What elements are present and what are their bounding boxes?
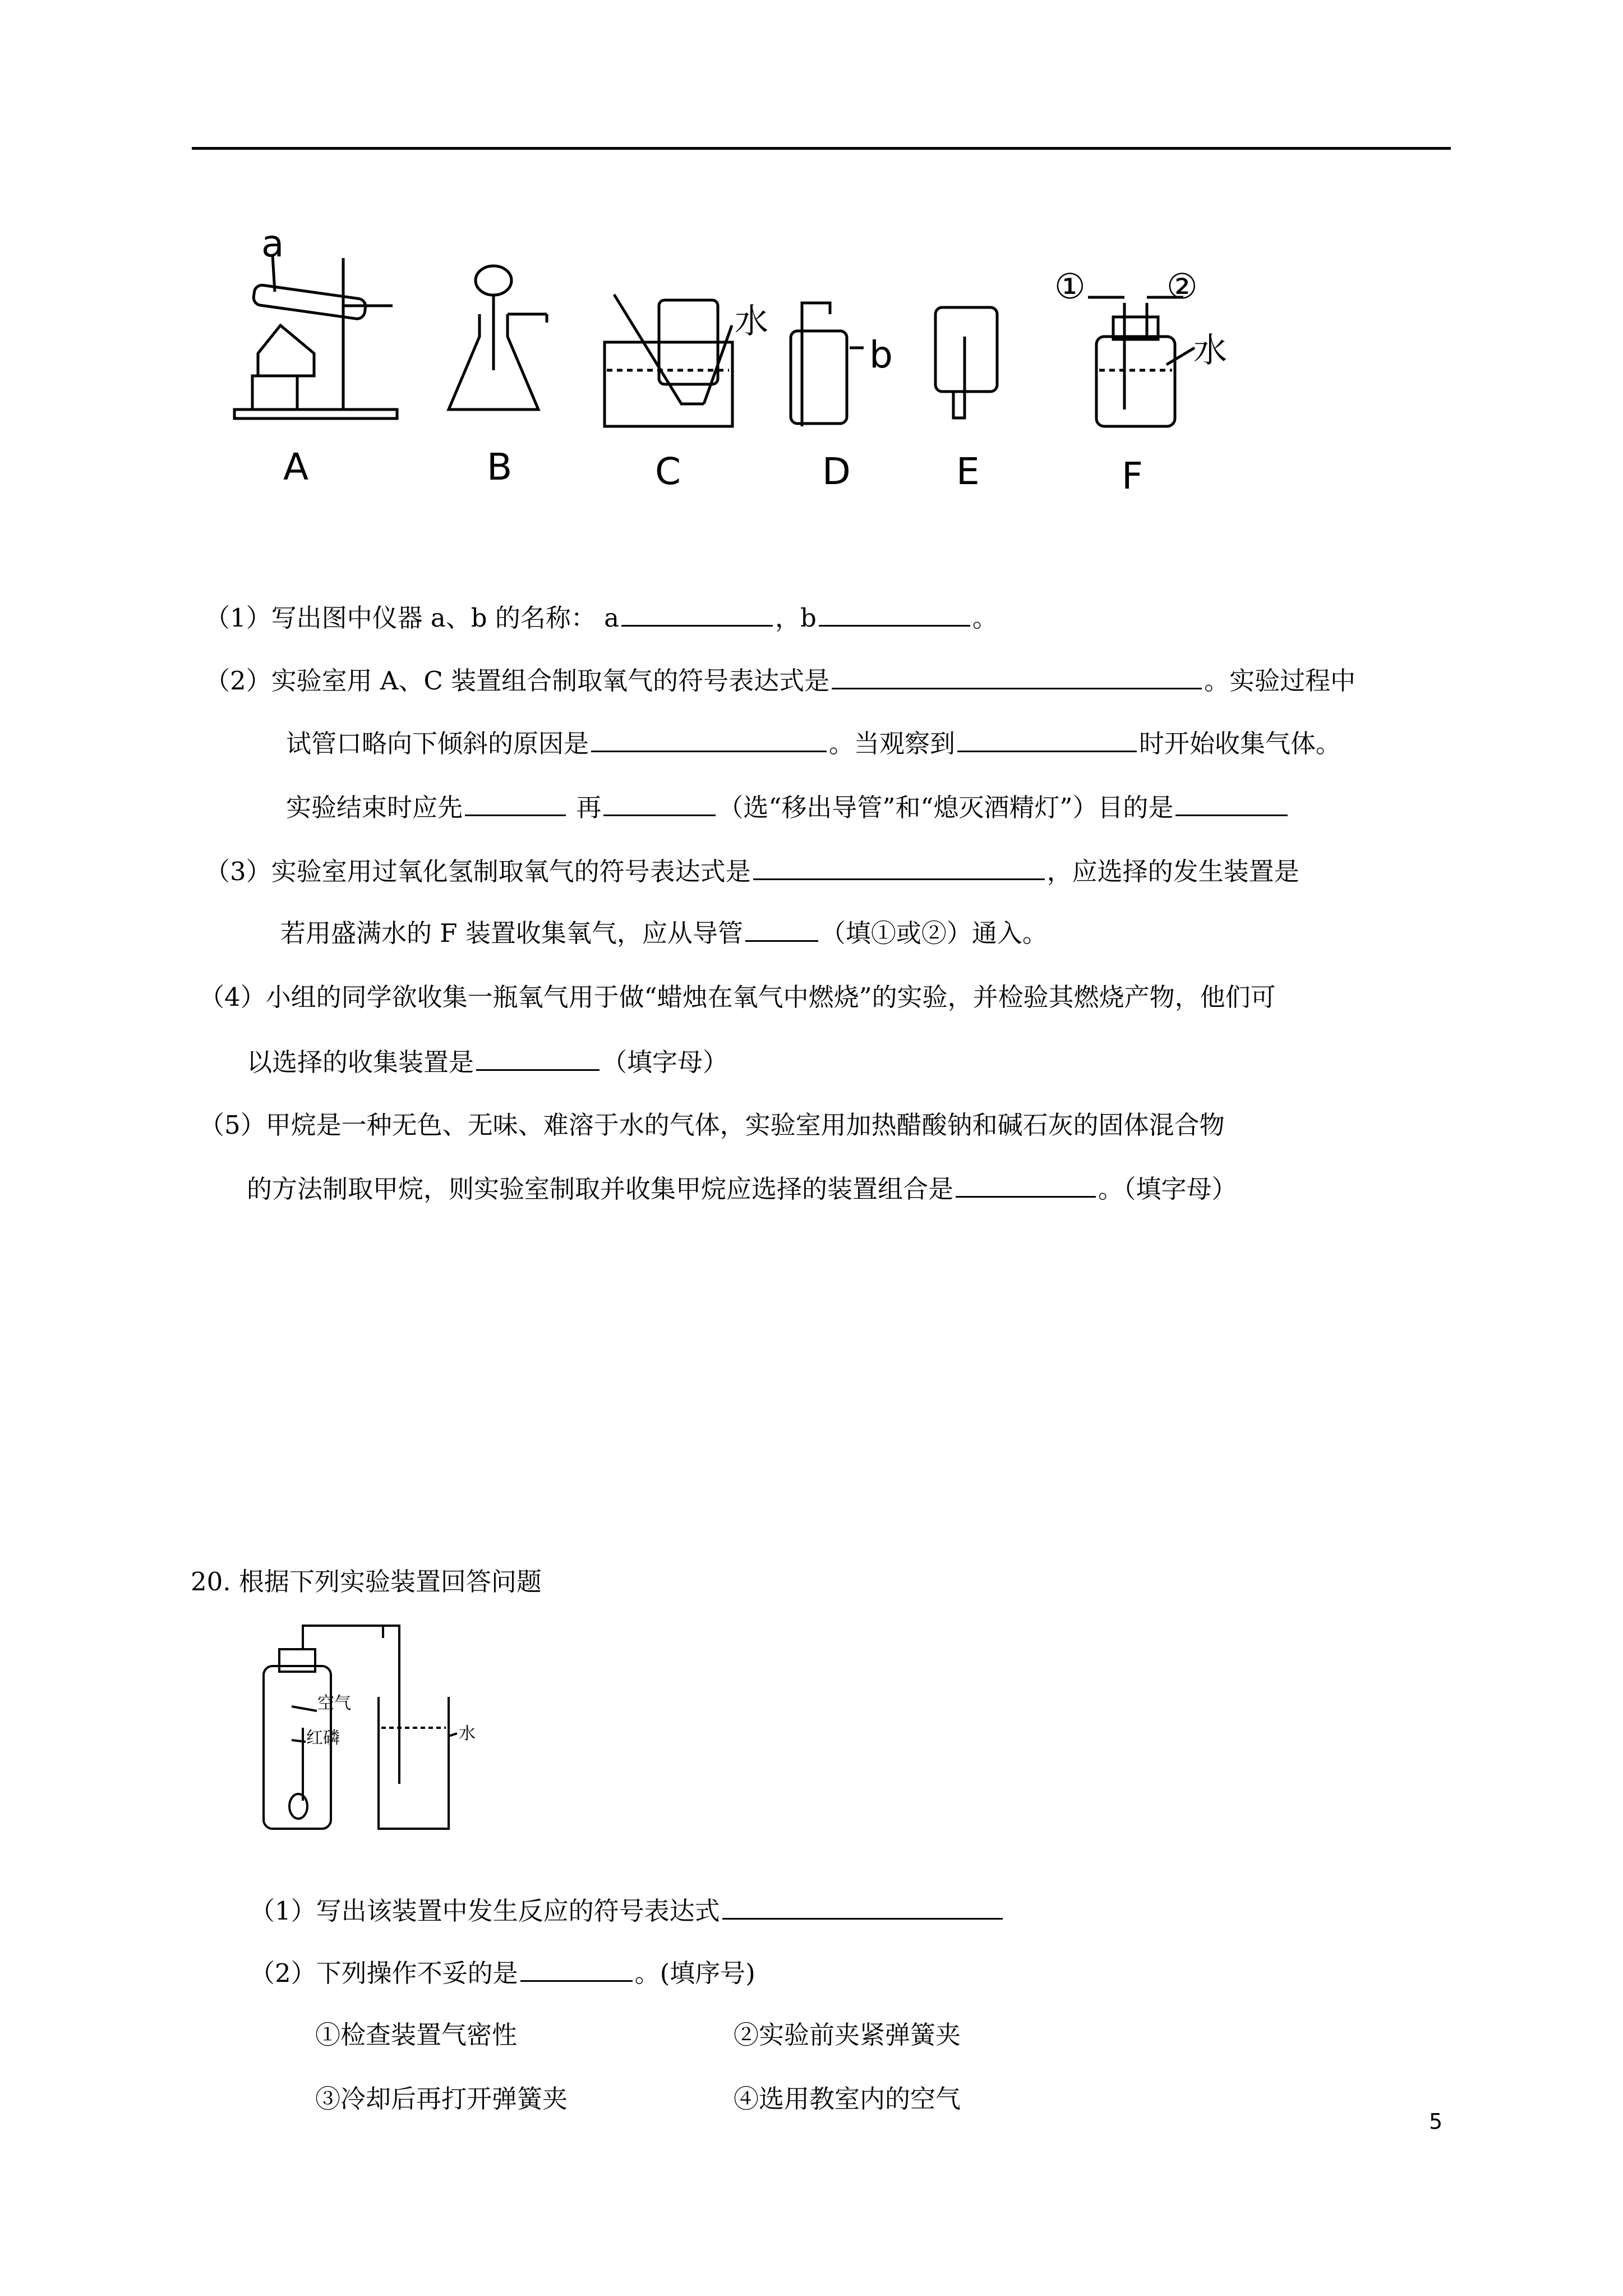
- q19-p3b-pre: 若用盛满水的 F 装置收集氧气，应从导管: [280, 918, 743, 948]
- q19-part1: [205, 600, 998, 635]
- label-air: 空气: [317, 1694, 351, 1713]
- callout-a: a: [261, 222, 284, 265]
- answer-blank-observe[interactable]: [957, 726, 1137, 752]
- q19-part5-line1: （5）甲烷是一种无色、无味、难溶于水的气体，实验室用加热醋酸钠和碱石灰的固体混合物: [199, 1110, 1225, 1140]
- answer-blank-then[interactable]: [603, 790, 716, 816]
- q20-title: 20. 根据下列实验装置回答问题: [191, 1567, 542, 1596]
- q19-part2-line1: [205, 663, 1355, 698]
- apparatus-b-drawing: [449, 266, 547, 409]
- q19-part5-line2: [247, 1171, 1237, 1206]
- q20-p2-pre: （2）下列操作不妥的是: [250, 1958, 518, 1988]
- q19-p2c-mid: 再: [568, 793, 602, 822]
- q20-p2-end: 。(填序号): [634, 1958, 755, 1988]
- q20-option-2: ②实验前夹紧弹簧夹: [734, 2020, 961, 2050]
- answer-blank-reason[interactable]: [591, 726, 827, 752]
- q19-p2b-pre: 试管口略向下倾斜的原因是: [286, 729, 589, 758]
- water-label-c: 水: [735, 302, 768, 341]
- answer-blank-port[interactable]: [745, 915, 818, 942]
- q20-option-4: ④选用教室内的空气: [734, 2084, 961, 2114]
- answer-blank-q20-expression[interactable]: [722, 1893, 1003, 1920]
- port-2-label: ②: [1166, 266, 1198, 307]
- page-number: 5: [1429, 2109, 1443, 2134]
- water-label-f: 水: [1193, 331, 1227, 370]
- port-1-label: ①: [1054, 266, 1086, 307]
- apparatus-a-drawing: [234, 255, 397, 418]
- q19-p2a-pre: （2）实验室用 A、C 装置组合制取氧气的符号表达式是: [205, 666, 830, 696]
- answer-blank-collector[interactable]: [476, 1045, 600, 1071]
- q19-p4b-end: （填字母）: [602, 1047, 728, 1077]
- q19-p3a-pre: （3）实验室用过氧化氢制取氧气的符号表达式是: [205, 857, 751, 886]
- q19-p2c-pre: 实验结束时应先: [286, 793, 463, 822]
- apparatus-label-d: D: [822, 450, 851, 493]
- q20-option-3: ③冷却后再打开弹簧夹: [315, 2084, 568, 2114]
- q19-p1-end: 。: [972, 603, 998, 633]
- apparatus-label-f: F: [1122, 454, 1143, 498]
- q20-part2: [250, 1955, 755, 1990]
- apparatus-f-drawing: [1088, 297, 1195, 426]
- apparatus-figure: [0, 0, 1623, 505]
- q19-p5b-pre: 的方法制取甲烷，则实验室制取并收集甲烷应选择的装置组合是: [247, 1174, 954, 1204]
- q19-part4-line1: （4）小组的同学欲收集一瓶氧气用于做“蜡烛在氧气中燃烧”的实验，并检验其燃烧产物，他们可: [199, 982, 1276, 1012]
- q19-part3-line2: [280, 915, 1048, 950]
- q20-part1: [250, 1893, 1005, 1928]
- q19-p2b-end: 时开始收集气体。: [1139, 729, 1341, 758]
- label-red-phosphorus: 红磷: [306, 1728, 340, 1748]
- label-water: 水: [459, 1724, 476, 1743]
- q20-p1-pre: （1）写出该装置中发生反应的符号表达式: [250, 1896, 720, 1926]
- answer-blank-q20-choice[interactable]: [520, 1955, 633, 1982]
- apparatus-label-b: B: [487, 445, 513, 489]
- answer-blank-expression[interactable]: [832, 663, 1202, 689]
- answer-blank-purpose[interactable]: [1175, 790, 1288, 816]
- q19-p4b-pre: 以选择的收集装置是: [247, 1047, 474, 1077]
- q19-part3-line1: [205, 854, 1299, 889]
- q19-p1-pre: （1）写出图中仪器 a、b 的名称： a: [205, 603, 620, 633]
- apparatus-label-e: E: [956, 450, 980, 493]
- q19-p2b-mid: 。当观察到: [829, 729, 956, 758]
- q19-part2-line2: [286, 726, 1341, 761]
- apparatus-label-a: A: [283, 445, 309, 489]
- answer-blank-b[interactable]: [819, 600, 970, 627]
- q19-p2c-end: （选“移出导管”和“熄灭酒精灯”）目的是: [718, 793, 1174, 822]
- q19-part2-line3: [286, 790, 1290, 825]
- q19-p3a-end: ，应选择的发生装置是: [1046, 857, 1299, 886]
- q19-p5b-end: 。（填字母）: [1098, 1174, 1237, 1204]
- answer-blank-a[interactable]: [621, 600, 773, 627]
- answer-blank-first[interactable]: [465, 790, 566, 816]
- answer-blank-h2o2-expression[interactable]: [753, 854, 1045, 880]
- answer-blank-methane[interactable]: [956, 1171, 1096, 1198]
- q20-option-1: ①检查装置气密性: [315, 2020, 518, 2050]
- apparatus-d-drawing: [791, 303, 864, 426]
- q19-p1-mid: ，b: [775, 603, 817, 633]
- q19-part4-line2: [247, 1045, 728, 1079]
- callout-b: b: [869, 333, 893, 376]
- apparatus-label-c: C: [655, 450, 681, 493]
- apparatus-c-drawing: [605, 295, 732, 426]
- q19-p2a-end: 。实验过程中: [1204, 666, 1356, 696]
- phosphorus-apparatus-figure: [0, 1616, 1623, 1840]
- q19-p3b-end: （填①或②）通入。: [820, 918, 1048, 948]
- apparatus-e-drawing: [935, 307, 997, 418]
